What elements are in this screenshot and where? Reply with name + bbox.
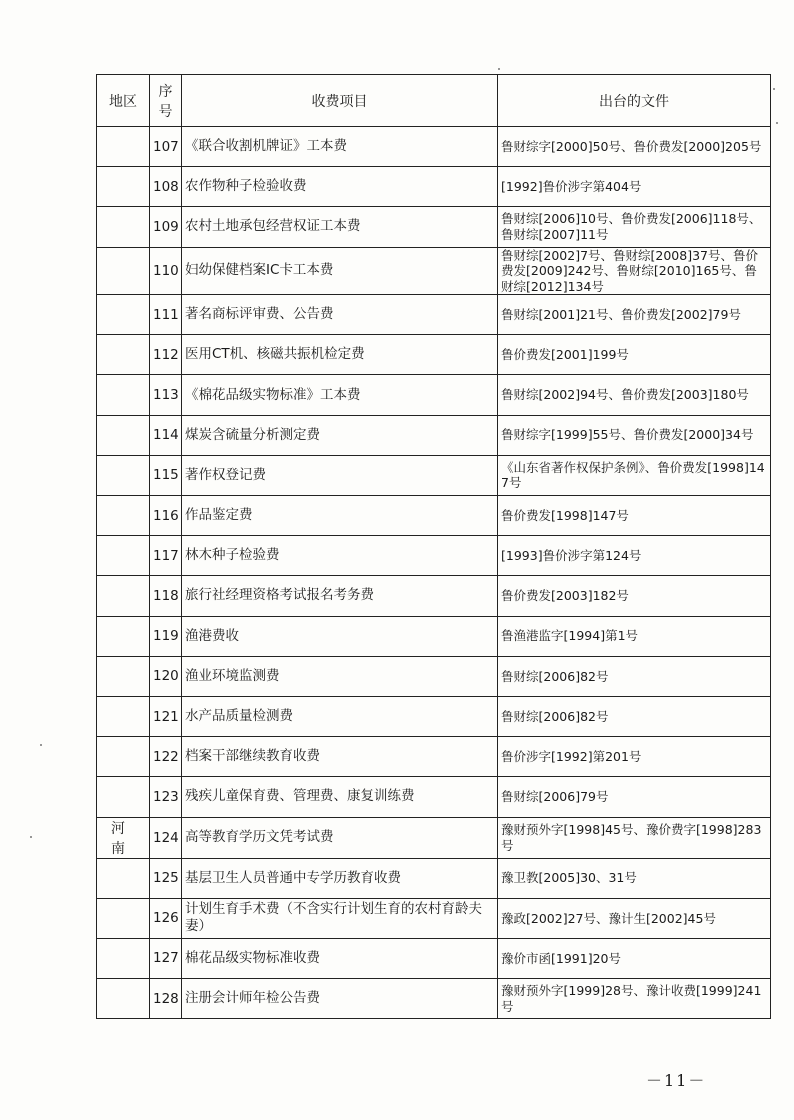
cell-item: 高等教育学历文凭考试费 <box>182 817 498 858</box>
cell-no: 123 <box>150 777 182 817</box>
cell-region <box>97 247 150 295</box>
cell-item: 著名商标评审费、公告费 <box>182 295 498 335</box>
cell-no: 111 <box>150 295 182 335</box>
cell-document: 鲁财综[2001]21号、鲁价费发[2002]79号 <box>498 295 771 335</box>
table-row <box>97 979 771 1019</box>
cell-region <box>97 455 150 495</box>
cell-document: 鲁价费发[2003]182号 <box>498 576 771 616</box>
cell-no: 110 <box>150 247 182 295</box>
cell-item: 注册会计师年检公告费 <box>182 979 498 1019</box>
cell-item: 农村土地承包经营权证工本费 <box>182 207 498 247</box>
cell-item: 农作物种子检验收费 <box>182 167 498 207</box>
cell-no: 114 <box>150 415 182 455</box>
header-no: 序号 <box>150 75 182 127</box>
cell-document: 鲁财综[2006]82号 <box>498 696 771 736</box>
cell-region <box>97 938 150 978</box>
cell-no: 108 <box>150 167 182 207</box>
cell-document: 《山东省著作权保护条例》、鲁价费发[1998]147号 <box>498 455 771 495</box>
cell-document: 鲁价费发[1998]147号 <box>498 496 771 536</box>
table-row <box>97 817 771 858</box>
table-row <box>97 938 771 978</box>
cell-item: 妇幼保健档案IC卡工本费 <box>182 247 498 295</box>
cell-document: 鲁渔港监字[1994]第1号 <box>498 616 771 656</box>
cell-document: 鲁财综[2006]82号 <box>498 656 771 696</box>
cell-document: [1993]鲁价涉字第124号 <box>498 536 771 576</box>
cell-item: 渔业环境监测费 <box>182 656 498 696</box>
cell-item: 档案干部继续教育收费 <box>182 737 498 777</box>
cell-item: 煤炭含硫量分析测定费 <box>182 415 498 455</box>
header-item: 收费项目 <box>182 75 498 127</box>
cell-no: 128 <box>150 979 182 1019</box>
cell-no: 117 <box>150 536 182 576</box>
table-row <box>97 415 771 455</box>
cell-item: 《联合收割机牌证》工本费 <box>182 127 498 167</box>
table-row <box>97 375 771 415</box>
table-row <box>97 496 771 536</box>
cell-no: 107 <box>150 127 182 167</box>
cell-region <box>97 295 150 335</box>
table-row <box>97 536 771 576</box>
cell-document: 鲁财综[2002]7号、鲁财综[2008]37号、鲁价费发[2009]242号、鲁财综[2010]165号、鲁财综[2012]134号 <box>498 247 771 295</box>
cell-no: 125 <box>150 858 182 898</box>
cell-item: 计划生育手术费（不含实行计划生育的农村育龄夫妻） <box>182 898 498 938</box>
table-row <box>97 576 771 616</box>
cell-region: 河南 <box>97 817 150 858</box>
cell-document: 豫财预外字[1998]45号、豫价费字[1998]283号 <box>498 817 771 858</box>
cell-region <box>97 656 150 696</box>
cell-no: 116 <box>150 496 182 536</box>
table-row <box>97 455 771 495</box>
cell-item: 医用CT机、核磁共振机检定费 <box>182 335 498 375</box>
cell-region <box>97 696 150 736</box>
table-row <box>97 295 771 335</box>
table-row <box>97 127 771 167</box>
cell-no: 124 <box>150 817 182 858</box>
cell-item: 渔港费收 <box>182 616 498 656</box>
cell-document: 豫卫教[2005]30、31号 <box>498 858 771 898</box>
cell-no: 120 <box>150 656 182 696</box>
cell-region <box>97 576 150 616</box>
scan-speck <box>30 836 32 838</box>
cell-item: 棉花品级实物标准收费 <box>182 938 498 978</box>
cell-item: 著作权登记费 <box>182 455 498 495</box>
cell-document: 豫价市函[1991]20号 <box>498 938 771 978</box>
table-row <box>97 737 771 777</box>
page-number: －11－ <box>646 1071 707 1090</box>
cell-region <box>97 898 150 938</box>
table-row <box>97 858 771 898</box>
cell-item: 林木种子检验费 <box>182 536 498 576</box>
scan-speck <box>498 68 500 70</box>
cell-item: 作品鉴定费 <box>182 496 498 536</box>
cell-document: 鲁价费发[2001]199号 <box>498 335 771 375</box>
cell-no: 121 <box>150 696 182 736</box>
table-row <box>97 777 771 817</box>
cell-document: 鲁财综[2006]79号 <box>498 777 771 817</box>
cell-document: 豫政[2002]27号、豫计生[2002]45号 <box>498 898 771 938</box>
header-region: 地区 <box>97 75 150 127</box>
cell-document: 鲁财综字[2000]50号、鲁价费发[2000]205号 <box>498 127 771 167</box>
table-row <box>97 247 771 295</box>
scan-speck <box>773 88 775 90</box>
cell-item: 旅行社经理资格考试报名考务费 <box>182 576 498 616</box>
cell-region <box>97 737 150 777</box>
fee-table <box>96 74 771 1019</box>
cell-item: 残疾儿童保育费、管理费、康复训练费 <box>182 777 498 817</box>
cell-document: 鲁财综[2006]10号、鲁价费发[2006]118号、鲁财综[2007]11号 <box>498 207 771 247</box>
cell-no: 113 <box>150 375 182 415</box>
cell-region <box>97 777 150 817</box>
cell-region <box>97 496 150 536</box>
cell-region <box>97 979 150 1019</box>
cell-no: 119 <box>150 616 182 656</box>
table-row <box>97 898 771 938</box>
cell-region <box>97 536 150 576</box>
header-document: 出台的文件 <box>498 75 771 127</box>
cell-region <box>97 415 150 455</box>
cell-no: 127 <box>150 938 182 978</box>
scan-speck <box>40 744 42 746</box>
cell-no: 115 <box>150 455 182 495</box>
scan-speck <box>776 122 778 124</box>
table-header-row <box>97 75 771 127</box>
cell-no: 126 <box>150 898 182 938</box>
table-row <box>97 167 771 207</box>
cell-item: 水产品质量检测费 <box>182 696 498 736</box>
cell-region <box>97 207 150 247</box>
table-row <box>97 656 771 696</box>
cell-no: 118 <box>150 576 182 616</box>
table-row <box>97 696 771 736</box>
cell-document: 鲁财综字[1999]55号、鲁价费发[2000]34号 <box>498 415 771 455</box>
cell-region <box>97 167 150 207</box>
cell-item: 基层卫生人员普通中专学历教育收费 <box>182 858 498 898</box>
cell-document: [1992]鲁价涉字第404号 <box>498 167 771 207</box>
cell-item: 《棉花品级实物标准》工本费 <box>182 375 498 415</box>
cell-document: 鲁财综[2002]94号、鲁价费发[2003]180号 <box>498 375 771 415</box>
cell-document: 鲁价涉字[1992]第201号 <box>498 737 771 777</box>
cell-region <box>97 375 150 415</box>
cell-no: 112 <box>150 335 182 375</box>
table-row <box>97 207 771 247</box>
cell-region <box>97 858 150 898</box>
table-row <box>97 335 771 375</box>
cell-region <box>97 616 150 656</box>
cell-no: 109 <box>150 207 182 247</box>
cell-document: 豫财预外字[1999]28号、豫计收费[1999]241号 <box>498 979 771 1019</box>
cell-region <box>97 335 150 375</box>
cell-region <box>97 127 150 167</box>
table-row <box>97 616 771 656</box>
cell-no: 122 <box>150 737 182 777</box>
